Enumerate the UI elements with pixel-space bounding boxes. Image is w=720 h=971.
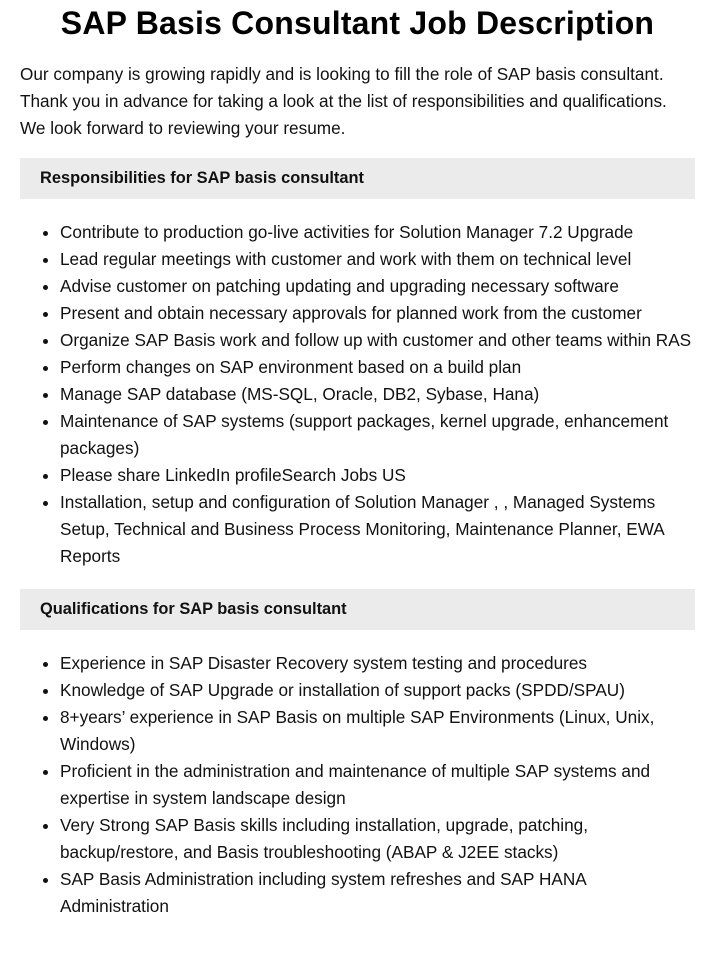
list-item: Organize SAP Basis work and follow up with customer and other teams within RAS	[60, 327, 695, 354]
list-item: Lead regular meetings with customer and work with them on technical level	[60, 246, 695, 273]
list-item: Contribute to production go-live activities for Solution Manager 7.2 Upgrade	[60, 219, 695, 246]
list-item: SAP Basis Administration including system refreshes and SAP HANA Administration	[60, 866, 695, 920]
intro-paragraph: Our company is growing rapidly and is looking to fill the role of SAP basis consultant. Thank you in advance for taking a look at the list of responsibilities and qualifications. We look forward to reviewing your resume.	[20, 64, 667, 138]
list-item: Very Strong SAP Basis skills including installation, upgrade, patching, backup/restore, and Basis troubleshooting (ABAP & J2EE stacks)	[60, 812, 695, 866]
page-title: SAP Basis Consultant Job Description	[60, 5, 655, 41]
list-item: Advise customer on patching updating and upgrading necessary software	[60, 273, 695, 300]
responsibilities-heading: Responsibilities for SAP basis consultant	[40, 169, 364, 187]
list-item: 8+years’ experience in SAP Basis on multiple SAP Environments (Linux, Unix, Windows)	[60, 704, 695, 758]
qualifications-heading: Qualifications for SAP basis consultant	[40, 600, 347, 618]
list-item: Knowledge of SAP Upgrade or installation of support packs (SPDD/SPAU)	[60, 677, 695, 704]
responsibilities-section-header	[20, 158, 695, 199]
list-item: Proficient in the administration and maintenance of multiple SAP systems and expertise in system landscape design	[60, 758, 695, 812]
responsibilities-list	[20, 219, 695, 570]
list-item: Present and obtain necessary approvals for planned work from the customer	[60, 300, 695, 327]
list-item: Manage SAP database (MS-SQL, Oracle, DB2, Sybase, Hana)	[60, 381, 695, 408]
list-item: Installation, setup and configuration of Solution Manager , , Managed Systems Setup, Technical and Business Process Monitoring, Maintenance Planner, EWA Reports	[60, 489, 695, 570]
list-item: Perform changes on SAP environment based on a build plan	[60, 354, 695, 381]
qualifications-section-header	[20, 589, 695, 630]
list-item: Maintenance of SAP systems (support packages, kernel upgrade, enhancement packages)	[60, 408, 695, 462]
list-item: Please share LinkedIn profileSearch Jobs US	[60, 462, 695, 489]
qualifications-list	[20, 650, 695, 920]
list-item: Experience in SAP Disaster Recovery system testing and procedures	[60, 650, 695, 677]
